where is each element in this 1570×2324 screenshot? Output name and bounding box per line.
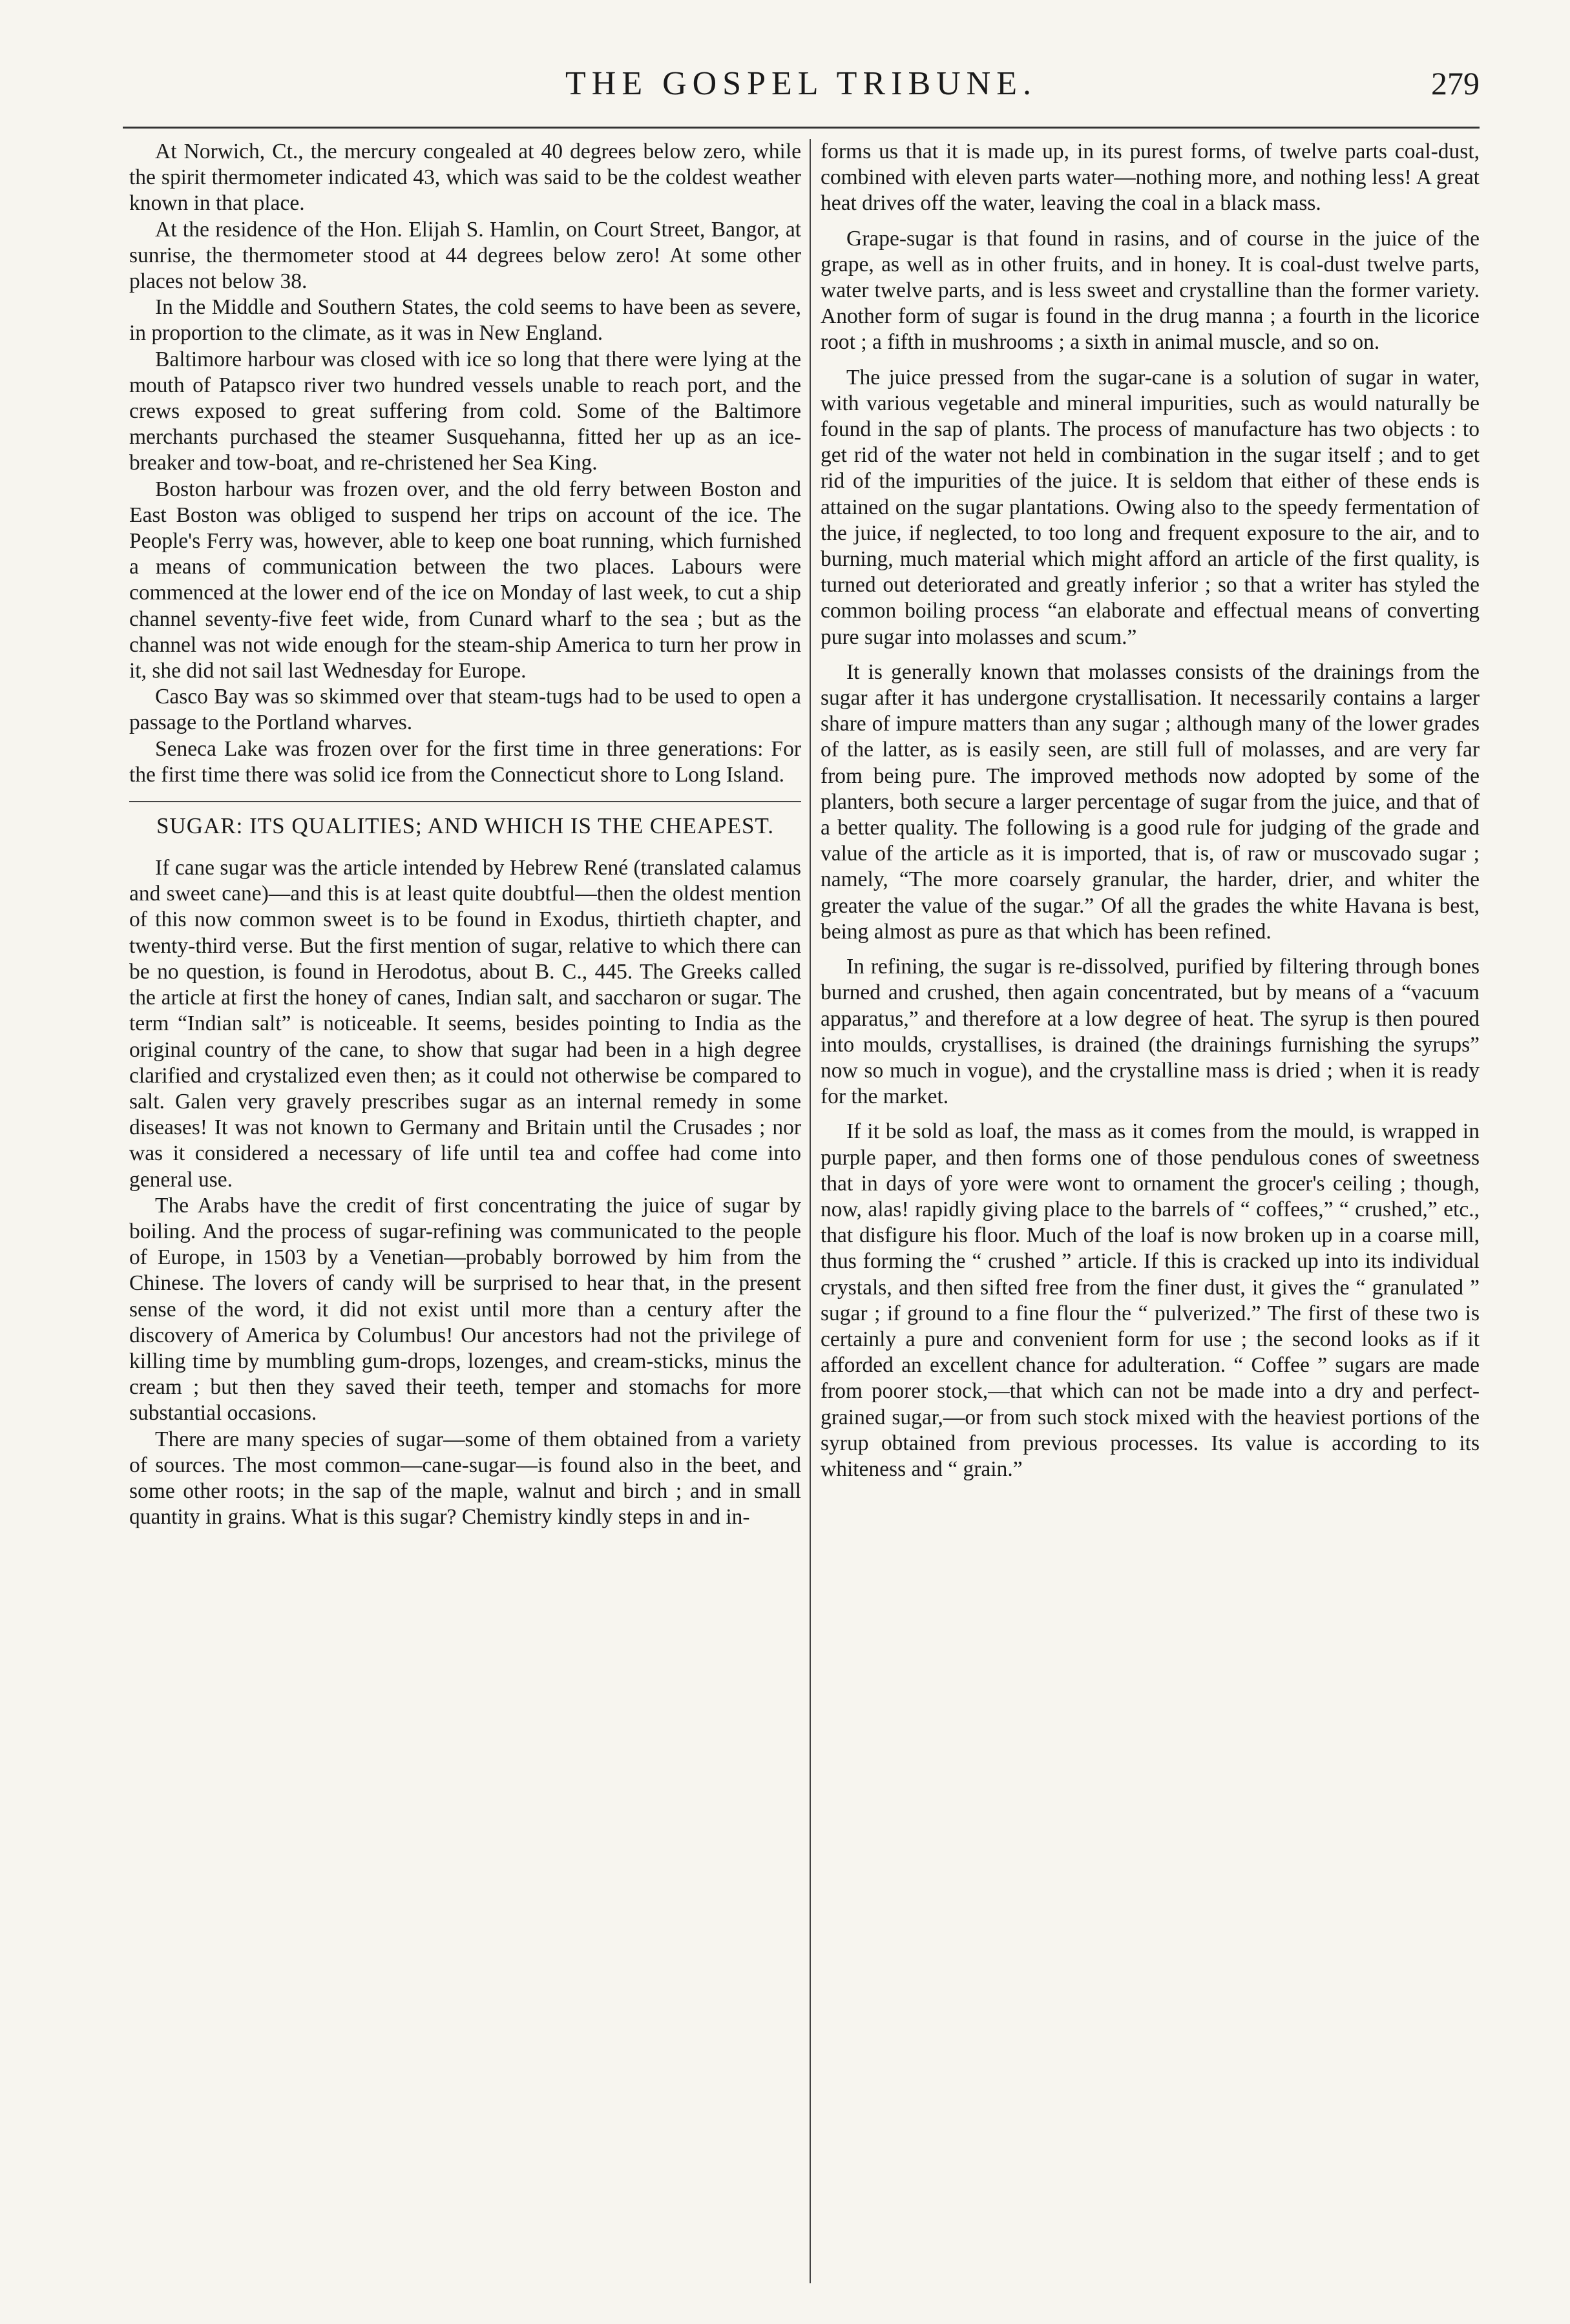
- weather-paragraph: In the Middle and Southern States, the cold seems to have been as severe, in proportion to the climate, as it was in New England.: [129, 295, 801, 346]
- right-column: [821, 139, 1480, 2283]
- journal-title: THE GOSPEL TRIBUNE.: [565, 65, 1037, 102]
- weather-paragraph: Casco Bay was so skimmed over that steam-tugs had to be used to open a passage to the Portland wharves.: [129, 685, 801, 735]
- sugar-continued-paragraph: forms us that it is made up, in its purest forms, of twelve parts coal-dust, combined with eleven parts water—nothing more, and nothing less! A great heat drives off the water, leaving the coal in a black mass.: [821, 140, 1480, 216]
- weather-paragraph: Boston harbour was frozen over, and the old ferry between Boston and East Boston was obliged to suspend her trips on account of the ice. The People's Ferry was, however, able to keep one boat running, which furnished a means of communication between the two places. Labours were commenced at the lower end of the ice on Monday of last week, to cut a ship channel seventy-five feet wide, from Cunard wharf to the sea ; but as the channel was not wide enough for the steam-ship America to turn her prow in it, she did not sail last Wednesday for Europe.: [129, 477, 801, 683]
- sugar-paragraph: If cane sugar was the article intended by Hebrew René (translated calamus and sweet cane)—and this is at least quite doubtful—then the oldest mention of this now common sweet is to be found in Exodus, thirtieth chapter, and twenty-third verse. But the first mention of sugar, relative to which there can be no question, is found in Herodotus, about B. C., 445. The Greeks called the article at first the honey of canes, Indian salt, and saccharon or sugar. The term “Indian salt” is noticeable. It seems, besides pointing to India as the original country of the cane, to show that sugar had been in a high degree clarified and crystalized even then; as it could not otherwise be compared to salt. Galen very gravely prescribes sugar as an internal remedy in some diseases! It was not known to Germany and Britain until the Crusades ; nor was it considered a necessary of life until tea and coffee had come into general use.: [129, 856, 801, 1192]
- weather-paragraph: Baltimore harbour was closed with ice so long that there were lying at the mouth of Patapsco river two hundred vessels unable to reach port, and the crews exposed to great suffering from cold. Some of the Baltimore merchants purchased the steamer Susquehanna, fitted her up as an ice-breaker and tow-boat, and re-christened her Sea King.: [129, 347, 801, 475]
- sugar-continued-paragraph: In refining, the sugar is re-dissolved, purified by filtering through bones burned and crushed, then again concentrated, but by means of a “vacuum apparatus,” and therefore at a low degree of heat. The syrup is then poured into moulds, crystallises, is drained (the drainings furnishing the syrups” now so much in vogue), and the crystalline mass is dried ; when it is ready for the market.: [821, 955, 1480, 1109]
- sugar-paragraph: There are many species of sugar—some of them obtained from a variety of sources. The most common—cane-sugar—is found also in the beet, and some other roots; in the sap of the maple, walnut and birch ; and in small quantity in grains. What is this sugar? Chemistry kindly steps in and in-: [129, 1427, 801, 1530]
- page-number: 279: [1431, 65, 1480, 101]
- sugar-continued-paragraph: It is generally known that molasses consists of the drainings from the sugar after it has undergone crystallisation. It necessarily contains a larger share of impure matters than any sugar ; although many of the lower grades of the latter, as is easily seen, are still full of molasses, and are very far from being pure. The improved methods now adopted by some of the planters, both secure a larger percentage of sugar from the juice, and that of a better quality. The following is a good rule for judging of the grade and value of the article as it is imported, that is, of raw or muscovado sugar ; namely, “The more coarsely granular, the harder, drier, and whiter the greater the value of the sugar.” Of all the grades the white Havana is best, being almost as pure as that which has been refined.: [821, 659, 1480, 944]
- weather-paragraph: Seneca Lake was frozen over for the first time in three generations: For the first time there was solid ice from the Connecticut shore to Long Island.: [129, 736, 801, 787]
- page-header: [123, 65, 1480, 116]
- weather-paragraph: At Norwich, Ct., the mercury congealed at 40 degrees below zero, while the spirit thermometer indicated 43, which was said to be the coldest weather known in that place.: [129, 140, 801, 216]
- left-column: [129, 139, 801, 2283]
- header-rule: [123, 127, 1480, 129]
- sugar-article-title: SUGAR: ITS QUALITIES; AND WHICH IS THE CHEAPEST.: [156, 813, 775, 839]
- sugar-paragraph: The Arabs have the credit of first concentrating the juice of sugar by boiling. And the process of sugar-refining was communicated to the people of Europe, in 1503 by a Venetian—probably borrowed by him from the Chinese. The lovers of candy will be surprised to hear that, in the present sense of the word, it did not exist until more than a century after the discovery of America by Columbus! Our ancestors had not the privilege of killing time by mumbling gum-drops, lozenges, and cream-sticks, minus the cream ; but then they saved their teeth, temper and stomachs for more substantial occasions.: [129, 1193, 801, 1426]
- column-divider: [810, 139, 811, 2283]
- weather-paragraph: At the residence of the Hon. Elijah S. Hamlin, on Court Street, Bangor, at sunrise, the thermometer stood at 44 degrees below zero! At some other places not below 38.: [129, 217, 801, 294]
- sugar-continued-paragraph: If it be sold as loaf, the mass as it comes from the mould, is wrapped in purple paper, and then forms one of those pendulous cones of sweetness that in days of yore were wont to ornament the grocer's ceiling ; though, now, alas! rapidly giving place to the barrels of “ coffees,” “ crushed,” etc., that disfigure his floor. Much of the loaf is now broken up in a coarse mill, thus forming the “ crushed ” article. If this is cracked up into its individual crystals, and then sifted free from the finer dust, it gives the “ granulated ” sugar ; if ground to a fine flour the “ pulverized.” The first of these two is certainly a pure and convenient form for use ; the second looks as if it afforded an excellent chance for adulteration. “ Coffee ” sugars are made from poorer stock,—that which can not be made into a dry and perfect-grained sugar,—or from such stock mixed with the heaviest portions of the syrup obtained from previous processes. Its value is according to its whiteness and “ grain.”: [821, 1119, 1480, 1481]
- sugar-continued-paragraph: Grape-sugar is that found in rasins, and of course in the juice of the grape, as well as in other fruits, and in honey. It is coal-dust twelve parts, water twelve parts, and is less sweet and crystalline than the former variety. Another form of sugar is found in the drug manna ; a fourth in the licorice root ; a fifth in mushrooms ; a sixth in animal muscle, and so on.: [821, 226, 1480, 355]
- section-rule: [129, 801, 801, 802]
- sugar-continued-paragraph: The juice pressed from the sugar-cane is a solution of sugar in water, with various vegetable and mineral impurities, such as would naturally be found in the sap of plants. The process of manufacture has two objects : to get rid of the water not held in combination in the sugar itself ; and to get rid of the impurities of the juice. It is seldom that either of these ends is attained on the sugar plantations. Owing also to the speedy fermentation of the juice, if neglected, to too long and frequent exposure to the air, and to burning, much material which might afford an article of the first quality, is turned out deteriorated and greatly inferior ; so that a writer has styled the common boiling process “an elaborate and effectual means of converting pure sugar into molasses and scum.”: [821, 365, 1480, 649]
